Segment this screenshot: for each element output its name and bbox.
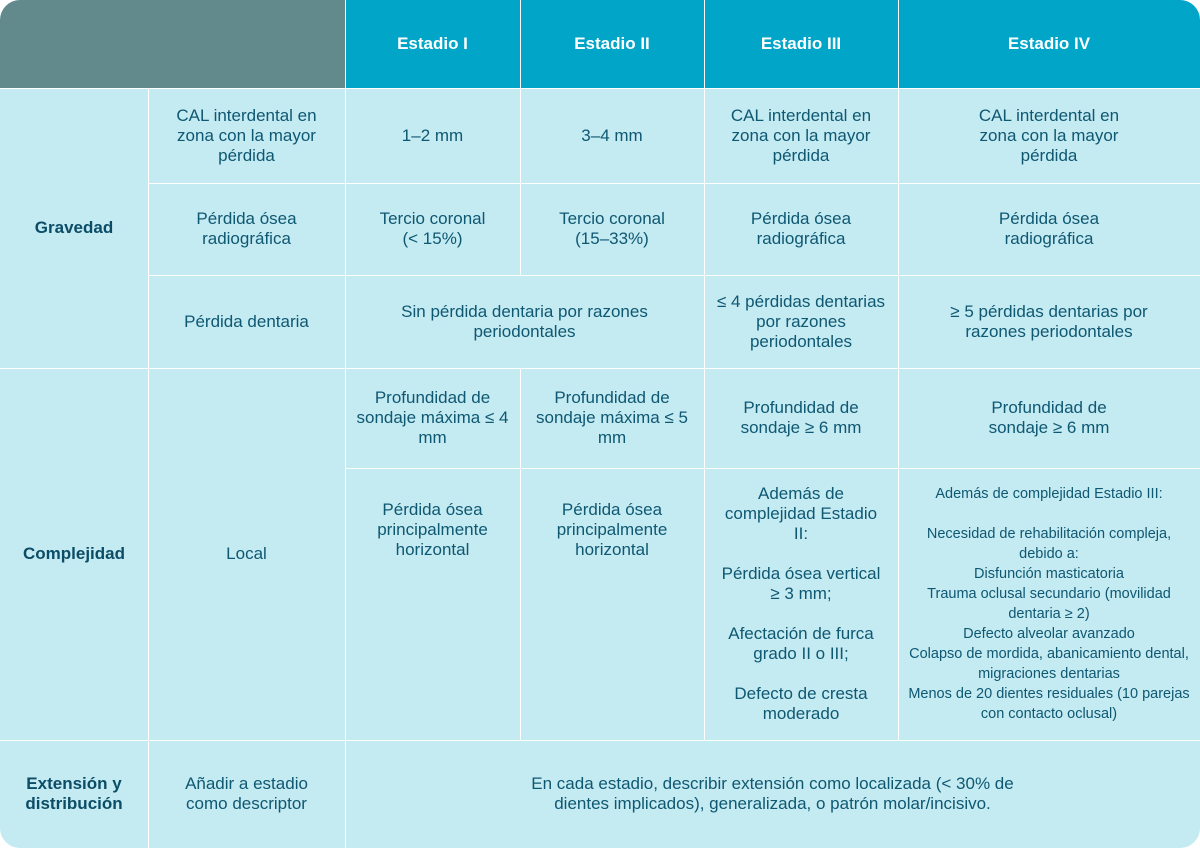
bone-pattern-stage-2: Pérdida ósea principalmente horizontal [556, 500, 668, 559]
row-label-complejidad: Complejidad [22, 544, 125, 563]
extension-descriptor: Añadir a estadio como descriptor [185, 774, 308, 813]
grid-line [0, 368, 1200, 369]
header-stage-4: Estadio IV [898, 0, 1200, 88]
grid-line [148, 183, 1200, 184]
complexity-stage-3: Además de complejidad Estadio II: Pérdida ósea vertical ≥ 3 mm; Afectación de furca grado II o III; Defecto de cresta moderado [721, 484, 881, 723]
cal-stage-4: CAL interdental en zona con la mayor pérdida [978, 105, 1120, 165]
complejidad-local: Local [226, 544, 267, 563]
complexity-stage-4: Además de complejidad Estadio III: Necesidad de rehabilitación compleja, debido a: Disfunción masticatoria Trauma oclusal secundario (movilidad dentaria ≥ 2) Defecto alveolar avanzado Colapso de mordida, abanicamiento dental, migraciones dentarias Menos de 20 dientes residuales (10 parejas con contacto oclusal) [908, 486, 1190, 722]
bone-loss-stage-2: Tercio coronal (15–33%) [559, 209, 665, 248]
tooth-loss-stage-1-2: Sin pérdida dentaria por razones periodontales [401, 301, 648, 341]
row-label-extension: Extensión y distribución [25, 774, 123, 813]
bone-loss-stage-3: Pérdida ósea radiográfica [750, 209, 852, 248]
bone-loss-label: Pérdida ósea radiográfica [196, 209, 297, 248]
grid-line [345, 0, 346, 848]
cal-label: CAL interdental en zona con la mayor pérdida [176, 105, 317, 165]
grid-line [898, 0, 899, 740]
grid-line [148, 275, 1200, 276]
probing-depth-stage-3: Profundidad de sondaje ≥ 6 mm [740, 398, 862, 437]
tooth-loss-label: Pérdida dentaria [184, 311, 309, 331]
grid-line [345, 468, 1200, 469]
tooth-loss-stage-4: ≥ 5 pérdidas dentarias por razones periodontales [950, 301, 1148, 341]
header-stage-3: Estadio III [704, 0, 898, 88]
row-label-gravedad: Gravedad [34, 218, 114, 237]
grid-line [0, 88, 1200, 89]
bone-loss-stage-4: Pérdida ósea radiográfica [998, 209, 1100, 248]
probing-depth-stage-4: Profundidad de sondaje ≥ 6 mm [988, 398, 1110, 437]
header-stage-1: Estadio I [345, 0, 520, 88]
grid-line [520, 0, 521, 275]
probing-depth-stage-2: Profundidad de sondaje máxima ≤ 5 mm [535, 388, 688, 447]
bone-pattern-stage-1: Pérdida ósea principalmente horizontal [377, 500, 488, 559]
grid-line [148, 88, 149, 848]
bone-loss-stage-1: Tercio coronal (< 15%) [379, 209, 486, 248]
probing-depth-stage-1: Profundidad de sondaje máxima ≤ 4 mm [356, 388, 509, 447]
extension-description: En cada estadio, describir extensión como localizada (< 30% de dientes implicados), generalizada, o patrón molar/incisivo. [531, 774, 1014, 813]
grid-line [0, 740, 1200, 741]
tooth-loss-stage-3: ≤ 4 pérdidas dentarias por razones periodontales [716, 291, 886, 351]
cal-stage-3: CAL interdental en zona con la mayor pérdida [730, 105, 872, 165]
cal-stage-2: 3–4 mm [581, 125, 643, 145]
grid-line [520, 368, 521, 740]
header-stage-2: Estadio II [520, 0, 704, 88]
header-corner [0, 0, 345, 88]
grid-line [704, 0, 705, 740]
cal-stage-1: 1–2 mm [401, 125, 464, 145]
